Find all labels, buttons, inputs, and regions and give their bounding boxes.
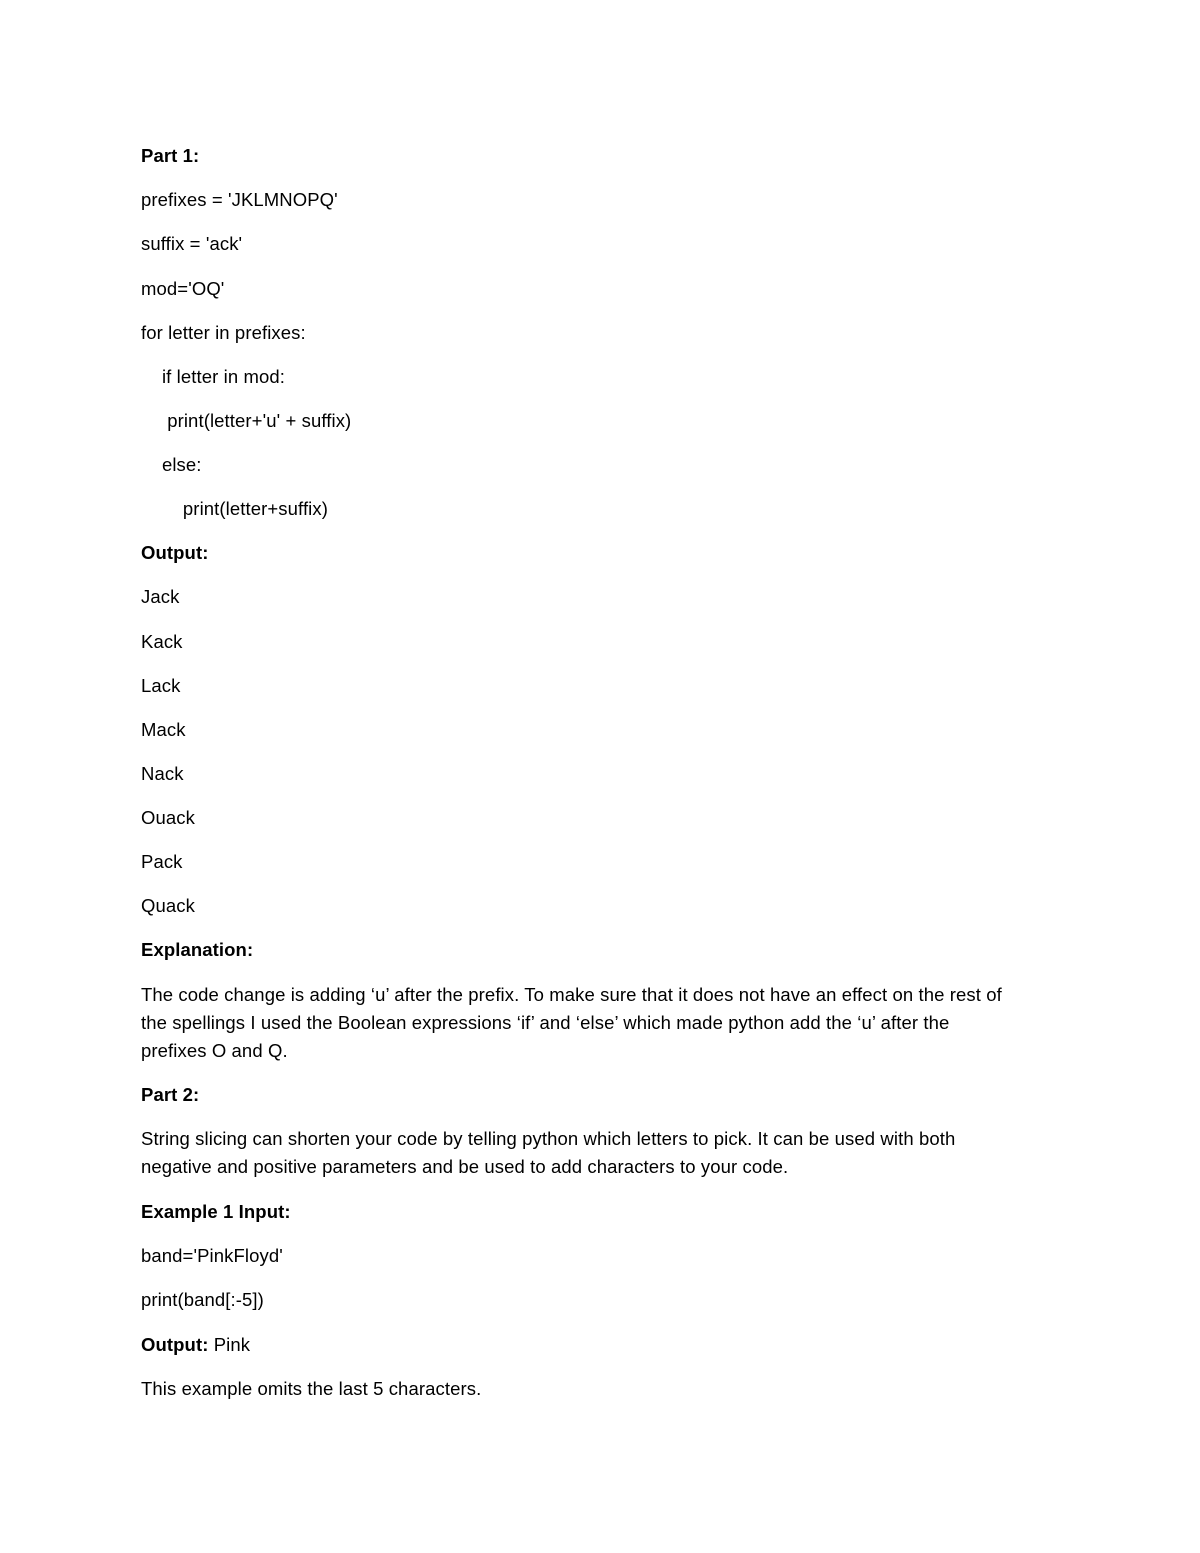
code-line-suffix: suffix = 'ack': [141, 233, 243, 254]
output-line: Pack: [141, 851, 183, 872]
code-line-print-suffix: print(letter+suffix): [141, 498, 329, 519]
example1-output-value: Pink: [208, 1334, 251, 1355]
intro-line: negative and positive parameters and be used to add characters to your code.: [141, 1156, 789, 1177]
intro-line: String slicing can shorten your code by telling python which letters to pick. It can be used with both: [141, 1128, 956, 1149]
output-line: Jack: [141, 586, 180, 607]
explanation-paragraph: [141, 981, 1061, 1065]
explanation-line: prefixes O and Q.: [141, 1040, 288, 1061]
output-line: Ouack: [141, 807, 195, 828]
output-line: Mack: [141, 719, 186, 740]
output-line: Kack: [141, 631, 183, 652]
part1-heading: Part 1:: [141, 145, 200, 166]
output-line: Lack: [141, 675, 181, 696]
output-heading: Output:: [141, 542, 209, 563]
code-line-if: if letter in mod:: [141, 366, 285, 387]
example1-output-label: Output:: [141, 1334, 209, 1355]
part2-intro-paragraph: [141, 1125, 1061, 1181]
explanation-heading: Explanation:: [141, 939, 254, 960]
code-line-else: else:: [141, 454, 202, 475]
explanation-line: the spellings I used the Boolean expressions ‘if’ and ‘else’ which made python add the ‘u’ after the: [141, 1012, 950, 1033]
code-line-print-u: print(letter+'u' + suffix): [141, 410, 352, 431]
example-code-line: print(band[:-5]): [141, 1289, 264, 1310]
explanation-line: The code change is adding ‘u’ after the prefix. To make sure that it does not have an effect on the rest of: [141, 984, 1002, 1005]
example1-heading: Example 1 Input:: [141, 1201, 291, 1222]
part2-heading: Part 2:: [141, 1084, 200, 1105]
code-line-for-loop: for letter in prefixes:: [141, 322, 306, 343]
output-line: Quack: [141, 895, 195, 916]
example-code-line: band='PinkFloyd': [141, 1245, 283, 1266]
example1-note: This example omits the last 5 characters.: [141, 1378, 482, 1399]
output-line: Nack: [141, 763, 184, 784]
code-line-prefixes: prefixes = 'JKLMNOPQ': [141, 189, 338, 210]
code-line-mod: mod='OQ': [141, 278, 225, 299]
example1-output: [141, 1334, 250, 1356]
